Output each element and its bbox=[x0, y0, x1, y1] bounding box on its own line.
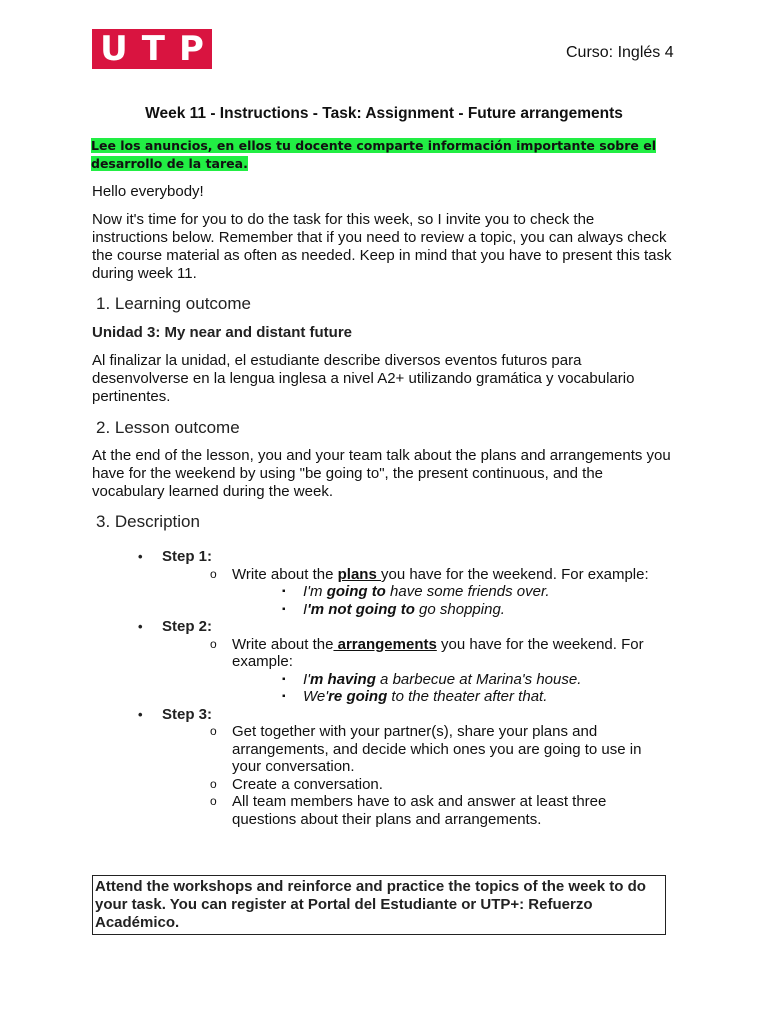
example-keyword: going to bbox=[326, 583, 386, 600]
item-text: you have for the weekend. For example: bbox=[232, 635, 644, 670]
square-bullet-icon: ▪ bbox=[282, 586, 286, 597]
example-text: have some friends over. bbox=[385, 583, 550, 600]
steps-list bbox=[92, 548, 672, 828]
circle-bullet-icon: o bbox=[210, 566, 217, 581]
greeting: Hello everybody! bbox=[92, 183, 204, 200]
example-item bbox=[92, 688, 672, 706]
circle-bullet-icon: o bbox=[210, 794, 217, 808]
bullet-icon: • bbox=[138, 549, 143, 564]
example-keyword: m having bbox=[310, 670, 376, 688]
example-text: a barbecue at Marina's house. bbox=[375, 670, 582, 688]
notice-banner bbox=[91, 137, 661, 172]
page-title: Week 11 - Instructions - Task: Assignment - Future arrangements bbox=[145, 105, 623, 122]
notice-text: Lee los anuncios, en ellos tu docente comparte información importante sobre el desarrollo de la tarea. bbox=[91, 138, 656, 171]
learning-outcome-text: Al finalizar la unidad, el estudiante describe diversos eventos futuros para desenvolverse en la lengua inglesa a nivel A2+ utilizando gramática y vocabulario pertinentes. bbox=[92, 352, 635, 405]
logo-letter-u: U bbox=[100, 29, 128, 69]
step-label: Step 2: bbox=[162, 618, 213, 635]
example-item bbox=[92, 601, 672, 619]
circle-bullet-icon: o bbox=[210, 636, 217, 651]
section-heading-learning-outcome: 1. Learning outcome bbox=[96, 294, 251, 313]
step-label: Step 3: bbox=[162, 705, 213, 723]
item-text: Write about the bbox=[232, 565, 338, 583]
square-bullet-icon: ▪ bbox=[282, 673, 286, 685]
list-item bbox=[92, 636, 672, 671]
item-text: Get together with your partner(s), share your plans and arrangements, and decide which ones you are going to use in your conversation. bbox=[232, 723, 642, 775]
example-text: go shopping. bbox=[414, 600, 505, 618]
bullet-icon: • bbox=[138, 619, 143, 634]
square-bullet-icon: ▪ bbox=[282, 603, 286, 615]
example-keyword: 'm not going to bbox=[307, 600, 415, 618]
lesson-outcome-text: At the end of the lesson, you and your team talk about the plans and arrangements you have for the weekend by using "be going to", the present continuous, and the vocabulary learned during the week. bbox=[92, 447, 671, 500]
example-text: I bbox=[303, 600, 308, 618]
item-text: All team members have to ask and answer at least three questions about their plans and arrangements. bbox=[232, 793, 607, 828]
utp-logo bbox=[92, 29, 212, 69]
course-label: Curso: Inglés 4 bbox=[566, 44, 674, 61]
circle-bullet-icon: o bbox=[210, 724, 217, 738]
bullet-icon: • bbox=[138, 706, 143, 722]
keyword-arrangements: arrangements bbox=[333, 635, 437, 653]
square-bullet-icon: ▪ bbox=[282, 691, 286, 702]
section-heading-lesson-outcome: 2. Lesson outcome bbox=[96, 418, 240, 437]
item-text: Write about the bbox=[232, 635, 334, 653]
step-label: Step 1: bbox=[162, 548, 213, 565]
step-3 bbox=[92, 706, 672, 724]
list-item bbox=[92, 566, 672, 584]
intro-paragraph: Now it's time for you to do the task for this week, so I invite you to check the instructions below. Remember that if you need to review a topic, you can always check the course material as often as needed. Keep in mind that you have to present this task during week 11. bbox=[92, 211, 672, 282]
list-item bbox=[92, 723, 672, 776]
item-text: you have for the weekend. For example: bbox=[380, 565, 649, 583]
example-keyword: re going bbox=[328, 688, 388, 705]
list-item bbox=[92, 776, 672, 794]
step-2 bbox=[92, 618, 672, 636]
circle-bullet-icon: o bbox=[210, 776, 217, 791]
logo-letter-t: T bbox=[141, 29, 165, 69]
item-text: Create a conversation. bbox=[232, 775, 383, 793]
example-text: I' bbox=[303, 670, 311, 688]
keyword-plans: plans bbox=[337, 565, 381, 583]
example-text: to the theater after that. bbox=[387, 688, 548, 705]
list-item bbox=[92, 793, 672, 828]
workshop-note-box: Attend the workshops and reinforce and practice the topics of the week to do your task. You can register at Portal del Estudiante or UTP+: Refuerzo Académico. bbox=[92, 875, 666, 935]
section-heading-description: 3. Description bbox=[96, 512, 200, 531]
logo-letter-p: P bbox=[178, 29, 204, 69]
example-text: We' bbox=[303, 688, 329, 705]
example-text: I'm bbox=[303, 583, 327, 600]
unit-subheading: Unidad 3: My near and distant future bbox=[92, 324, 353, 341]
example-item bbox=[92, 671, 672, 689]
example-item bbox=[92, 583, 672, 601]
step-1 bbox=[92, 548, 672, 566]
